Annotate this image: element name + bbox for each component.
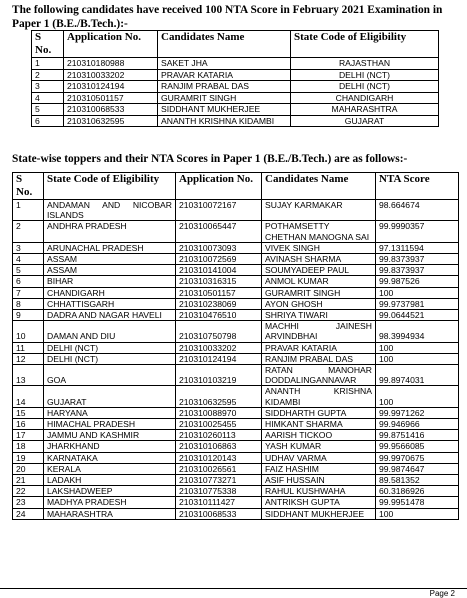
cell-sno: 4 bbox=[32, 92, 64, 104]
cell-candidate-name: SAKET JHA bbox=[158, 58, 291, 70]
header-candidate-name: Candidates Name bbox=[158, 31, 291, 58]
table-row bbox=[13, 298, 459, 309]
table-row bbox=[32, 92, 439, 104]
cell-nta-score: 99.8751416 bbox=[376, 430, 459, 441]
table-row bbox=[13, 419, 459, 430]
cell-sno: 19 bbox=[13, 452, 44, 463]
table-row bbox=[13, 430, 459, 441]
cell-application-no: 210310775338 bbox=[176, 486, 262, 497]
state-toppers-table-body bbox=[13, 200, 459, 520]
cell-sno: 11 bbox=[13, 342, 44, 353]
table-row bbox=[32, 69, 439, 81]
cell-nta-score: 99.0644521 bbox=[376, 310, 459, 321]
cell-state-code: CHHATTISGARH bbox=[44, 298, 176, 309]
cell-sno: 6 bbox=[32, 115, 64, 127]
table-row bbox=[13, 221, 459, 242]
cell-state-code: KARNATAKA bbox=[44, 452, 176, 463]
cell-state-code: DELHI (NCT) bbox=[291, 69, 439, 81]
table-row bbox=[13, 441, 459, 452]
header-sno: S No. bbox=[13, 173, 44, 200]
header-sno: S No. bbox=[32, 31, 64, 58]
cell-sno: 8 bbox=[13, 298, 44, 309]
cell-candidate-name: VIVEK SINGH bbox=[262, 242, 376, 253]
header-candidate-name: Candidates Name bbox=[262, 173, 376, 200]
cell-application-no: 210310501157 bbox=[176, 287, 262, 298]
cell-application-no: 210310501157 bbox=[64, 92, 158, 104]
cell-state-code: CHANDIGARH bbox=[44, 287, 176, 298]
cell-state-code: HARYANA bbox=[44, 407, 176, 418]
table-row bbox=[13, 242, 459, 253]
cell-state-code: ASSAM bbox=[44, 265, 176, 276]
perfect-score-table bbox=[31, 30, 439, 127]
table-row bbox=[13, 265, 459, 276]
table-row bbox=[13, 365, 459, 386]
header-application-no: Application No. bbox=[64, 31, 158, 58]
cell-application-no: 210310111427 bbox=[176, 497, 262, 508]
cell-nta-score: 60.3186926 bbox=[376, 486, 459, 497]
table-row bbox=[13, 310, 459, 321]
cell-nta-score: 100 bbox=[376, 287, 459, 298]
header-state-code: State Code of Eligibility bbox=[44, 173, 176, 200]
intro-heading: The following candidates have received 100 NTA Score in February 2021 Examination in Paper 1 (B.E./B.Tech.):- bbox=[12, 4, 443, 30]
cell-sno: 9 bbox=[13, 310, 44, 321]
cell-application-no: 210310632595 bbox=[176, 386, 262, 407]
cell-state-code: RAJASTHAN bbox=[291, 58, 439, 70]
cell-nta-score: 99.9990357 bbox=[376, 221, 459, 242]
cell-sno: 12 bbox=[13, 353, 44, 364]
cell-candidate-name: UDHAV VARMA bbox=[262, 452, 376, 463]
cell-candidate-name: RANJIM PRABAL DAS bbox=[262, 353, 376, 364]
cell-nta-score: 99.9874647 bbox=[376, 463, 459, 474]
cell-application-no: 210310238069 bbox=[176, 298, 262, 309]
cell-candidate-name: RATAN MANOHAR DODDALINGANNAVAR bbox=[262, 365, 376, 386]
cell-sno: 6 bbox=[13, 276, 44, 287]
cell-candidate-name: POTHAMSETTY CHETHAN MANOGNA SAI bbox=[262, 221, 376, 242]
cell-candidate-name: MACHHI JAINESH ARVINDBHAI bbox=[262, 321, 376, 342]
cell-nta-score: 99.9971262 bbox=[376, 407, 459, 418]
statewise-heading: State-wise toppers and their NTA Scores in Paper 1 (B.E./B.Tech.) are as follows:- bbox=[12, 153, 408, 165]
cell-state-code: JAMMU AND KASHMIR bbox=[44, 430, 176, 441]
cell-application-no: 210310260113 bbox=[176, 430, 262, 441]
cell-sno: 18 bbox=[13, 441, 44, 452]
cell-state-code: GOA bbox=[44, 365, 176, 386]
cell-sno: 22 bbox=[13, 486, 44, 497]
cell-sno: 16 bbox=[13, 419, 44, 430]
cell-application-no: 210310065447 bbox=[176, 221, 262, 242]
table-row bbox=[13, 276, 459, 287]
cell-state-code: DELHI (NCT) bbox=[291, 81, 439, 93]
cell-candidate-name: RANJIM PRABAL DAS bbox=[158, 81, 291, 93]
cell-state-code: KERALA bbox=[44, 463, 176, 474]
cell-candidate-name: PRAVAR KATARIA bbox=[158, 69, 291, 81]
table-row bbox=[32, 104, 439, 116]
cell-sno: 1 bbox=[32, 58, 64, 70]
cell-state-code: ANDHRA PRADESH bbox=[44, 221, 176, 242]
cell-sno: 4 bbox=[13, 254, 44, 265]
cell-state-code: LADAKH bbox=[44, 475, 176, 486]
cell-nta-score: 100 bbox=[376, 353, 459, 364]
table-row bbox=[13, 497, 459, 508]
cell-sno: 15 bbox=[13, 407, 44, 418]
cell-candidate-name: AVINASH SHARMA bbox=[262, 254, 376, 265]
cell-candidate-name: SIDDHANT MUKHERJEE bbox=[262, 508, 376, 519]
cell-application-no: 210310180988 bbox=[64, 58, 158, 70]
cell-application-no: 210310072569 bbox=[176, 254, 262, 265]
cell-state-code: BIHAR bbox=[44, 276, 176, 287]
table-row bbox=[13, 200, 459, 221]
table-row bbox=[13, 321, 459, 342]
cell-application-no: 210310750798 bbox=[176, 321, 262, 342]
cell-nta-score: 99.9566085 bbox=[376, 441, 459, 452]
cell-application-no: 210310120143 bbox=[176, 452, 262, 463]
cell-candidate-name: YASH KUMAR bbox=[262, 441, 376, 452]
cell-candidate-name: GURAMRIT SINGH bbox=[262, 287, 376, 298]
cell-state-code: ANDAMAN AND NICOBAR ISLANDS bbox=[44, 200, 176, 221]
cell-application-no: 210310025455 bbox=[176, 419, 262, 430]
table-row bbox=[32, 58, 439, 70]
cell-sno: 13 bbox=[13, 365, 44, 386]
cell-candidate-name: PRAVAR KATARIA bbox=[262, 342, 376, 353]
table-row bbox=[13, 386, 459, 407]
header-application-no: Application No. bbox=[176, 173, 262, 200]
cell-application-no: 210310773271 bbox=[176, 475, 262, 486]
cell-candidate-name: ANANTH KRISHNA KIDAMBI bbox=[158, 115, 291, 127]
cell-nta-score: 99.946966 bbox=[376, 419, 459, 430]
cell-application-no: 210310476510 bbox=[176, 310, 262, 321]
table-row bbox=[13, 353, 459, 364]
cell-application-no: 210310088970 bbox=[176, 407, 262, 418]
cell-candidate-name: HIMKANT SHARMA bbox=[262, 419, 376, 430]
cell-candidate-name: SHRIYA TIWARI bbox=[262, 310, 376, 321]
cell-application-no: 210310068533 bbox=[64, 104, 158, 116]
cell-state-code: LAKSHADWEEP bbox=[44, 486, 176, 497]
cell-application-no: 210310124194 bbox=[176, 353, 262, 364]
cell-sno: 20 bbox=[13, 463, 44, 474]
table-row bbox=[13, 508, 459, 519]
cell-state-code: DADRA AND NAGAR HAVELI bbox=[44, 310, 176, 321]
cell-candidate-name: FAIZ HASHIM bbox=[262, 463, 376, 474]
cell-state-code: DELHI (NCT) bbox=[44, 353, 176, 364]
cell-nta-score: 99.9737981 bbox=[376, 298, 459, 309]
table-row bbox=[13, 342, 459, 353]
cell-sno: 5 bbox=[13, 265, 44, 276]
cell-candidate-name: GURAMRIT SINGH bbox=[158, 92, 291, 104]
cell-nta-score: 99.8974031 bbox=[376, 365, 459, 386]
cell-application-no: 210310106863 bbox=[176, 441, 262, 452]
cell-nta-score: 100 bbox=[376, 386, 459, 407]
cell-nta-score: 89.581352 bbox=[376, 475, 459, 486]
table-row bbox=[13, 452, 459, 463]
cell-state-code: HIMACHAL PRADESH bbox=[44, 419, 176, 430]
cell-candidate-name: ASIF HUSSAIN bbox=[262, 475, 376, 486]
cell-state-code: JHARKHAND bbox=[44, 441, 176, 452]
cell-sno: 14 bbox=[13, 386, 44, 407]
page-number: Page 2 bbox=[429, 589, 455, 598]
cell-candidate-name: SOUMYADEEP PAUL bbox=[262, 265, 376, 276]
cell-candidate-name: AYON GHOSH bbox=[262, 298, 376, 309]
table-row bbox=[13, 287, 459, 298]
cell-nta-score: 98.3994934 bbox=[376, 321, 459, 342]
cell-candidate-name: SIDDHARTH GUPTA bbox=[262, 407, 376, 418]
cell-application-no: 210310026561 bbox=[176, 463, 262, 474]
cell-application-no: 210310033202 bbox=[64, 69, 158, 81]
cell-state-code: ARUNACHAL PRADESH bbox=[44, 242, 176, 253]
cell-application-no: 210310072167 bbox=[176, 200, 262, 221]
table-row bbox=[32, 115, 439, 127]
cell-nta-score: 100 bbox=[376, 508, 459, 519]
cell-state-code: GUJARAT bbox=[44, 386, 176, 407]
cell-nta-score: 98.664674 bbox=[376, 200, 459, 221]
cell-state-code: MAHARASHTRA bbox=[44, 508, 176, 519]
cell-application-no: 210310103219 bbox=[176, 365, 262, 386]
cell-sno: 10 bbox=[13, 321, 44, 342]
table-header-row bbox=[32, 31, 439, 58]
table-row bbox=[13, 463, 459, 474]
table-row bbox=[13, 407, 459, 418]
cell-nta-score: 99.8373937 bbox=[376, 254, 459, 265]
cell-state-code: MAHARASHTRA bbox=[291, 104, 439, 116]
cell-state-code: DAMAN AND DIU bbox=[44, 321, 176, 342]
cell-sno: 24 bbox=[13, 508, 44, 519]
state-toppers-table bbox=[12, 172, 459, 520]
cell-candidate-name: RAHUL KUSHWAHA bbox=[262, 486, 376, 497]
cell-candidate-name: SUJAY KARMAKAR bbox=[262, 200, 376, 221]
header-state-code: State Code of Eligibility bbox=[291, 31, 439, 58]
table-row bbox=[32, 81, 439, 93]
cell-candidate-name: ANANTH KRISHNA KIDAMBI bbox=[262, 386, 376, 407]
cell-state-code: GUJARAT bbox=[291, 115, 439, 127]
cell-candidate-name: SIDDHANT MUKHERJEE bbox=[158, 104, 291, 116]
cell-state-code: ASSAM bbox=[44, 254, 176, 265]
cell-nta-score: 99.987526 bbox=[376, 276, 459, 287]
table-row bbox=[13, 254, 459, 265]
cell-state-code: CHANDIGARH bbox=[291, 92, 439, 104]
cell-nta-score: 97.1311594 bbox=[376, 242, 459, 253]
cell-sno: 23 bbox=[13, 497, 44, 508]
header-nta-score: NTA Score bbox=[376, 173, 459, 200]
cell-nta-score: 100 bbox=[376, 342, 459, 353]
cell-nta-score: 99.8373937 bbox=[376, 265, 459, 276]
cell-application-no: 210310316315 bbox=[176, 276, 262, 287]
cell-candidate-name: ANMOL KUMAR bbox=[262, 276, 376, 287]
table-header-row bbox=[13, 173, 459, 200]
cell-application-no: 210310124194 bbox=[64, 81, 158, 93]
table-row bbox=[13, 475, 459, 486]
cell-sno: 1 bbox=[13, 200, 44, 221]
table-row bbox=[13, 486, 459, 497]
cell-application-no: 210310141004 bbox=[176, 265, 262, 276]
cell-sno: 7 bbox=[13, 287, 44, 298]
cell-sno: 5 bbox=[32, 104, 64, 116]
cell-application-no: 210310073093 bbox=[176, 242, 262, 253]
cell-sno: 21 bbox=[13, 475, 44, 486]
cell-candidate-name: AARISH TICKOO bbox=[262, 430, 376, 441]
cell-nta-score: 99.9951478 bbox=[376, 497, 459, 508]
cell-candidate-name: ANTRIKSH GUPTA bbox=[262, 497, 376, 508]
cell-sno: 17 bbox=[13, 430, 44, 441]
cell-state-code: MADHYA PRADESH bbox=[44, 497, 176, 508]
perfect-score-table-body bbox=[32, 58, 439, 127]
cell-application-no: 210310033202 bbox=[176, 342, 262, 353]
cell-sno: 3 bbox=[13, 242, 44, 253]
cell-sno: 3 bbox=[32, 81, 64, 93]
cell-state-code: DELHI (NCT) bbox=[44, 342, 176, 353]
cell-sno: 2 bbox=[13, 221, 44, 242]
cell-application-no: 210310068533 bbox=[176, 508, 262, 519]
cell-sno: 2 bbox=[32, 69, 64, 81]
cell-application-no: 210310632595 bbox=[64, 115, 158, 127]
cell-nta-score: 99.9970675 bbox=[376, 452, 459, 463]
